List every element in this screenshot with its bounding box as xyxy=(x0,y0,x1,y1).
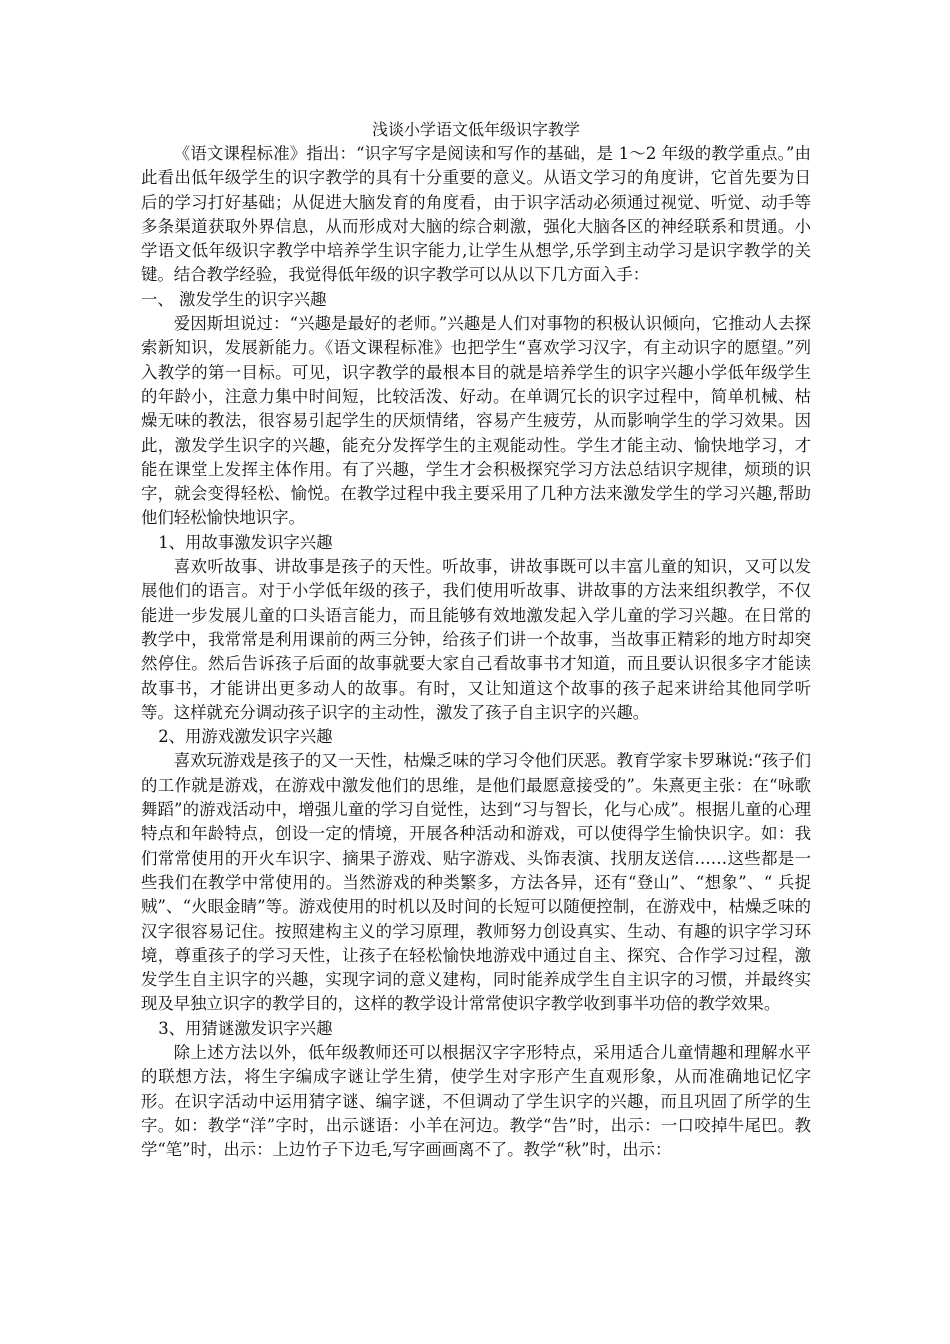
subsection-paragraph-2: 喜欢玩游戏是孩子的又一天性，枯燥乏味的学习令他们厌恶。教育学家卡罗琳说:“孩子们的工作就是游戏，在游戏中激发他们的思维，是他们最愿意接受的”。朱熹更主张：在“咏歌舞蹈”的游戏活动中，增强儿童的学习自觉性，达到“习与智长，化与心成”。根据儿童的心理特点和年龄特点，创设一定的情境，开展各种活动和游戏，可以使得学生愉快识字。如：我们常常使用的开火车识字、摘果子游戏、贴字游戏、头饰表演、找朋友送信……这些都是一些我们在教学中常使用的。当然游戏的种类繁多，方法各异，还有“登山”、“想象”、“ 兵捉贼”、“火眼金睛”等。游戏使用的时机以及时间的长短可以随便控制，在游戏中，枯燥乏味的汉字很容易记住。按照建构主义的学习原理，教师努力创设真实、生动、有趣的识字学习环境，尊重孩子的学习天性，让孩子在轻松愉快地游戏中通过自主、探究、合作学习过程，激发学生自主识字的兴趣，实现字词的意义建构，同时能养成学生自主识字的习惯，并最终实现及早独立识字的教学目的，这样的教学设计常常使识字教学收到事半功倍的教学效果。 xyxy=(141,751,811,1014)
document-page xyxy=(141,118,811,1162)
subsection-heading-1: 1、用故事激发识字兴趣 xyxy=(158,532,333,552)
subsection-heading-2: 2、用游戏激发识字兴趣 xyxy=(158,727,333,747)
subsection-paragraph-1: 喜欢听故事、讲故事是孩子的天性。听故事，讲故事既可以丰富儿童的知识，又可以发展他们的语言。对于小学低年级的孩子，我们使用听故事、讲故事的方法来组织教学，不仅能进一步发展儿童的口头语言能力，而且能够有效地激发起入学儿童的学习兴趣。在日常的教学中，我常常是利用课前的两三分钟，给孩子们讲一个故事，当故事正精彩的地方时却突然停住。然后告诉孩子后面的故事就要大家自己看故事书才知道，而且要认识很多字才能读故事书，才能讲出更多动人的故事。有时，又让知道这个故事的孩子起来讲给其他同学听等。这样就充分调动孩子识字的主动性，激发了孩子自主识字的兴趣。 xyxy=(141,557,811,722)
intro-paragraph: 《语文课程标准》指出：“识字写字是阅读和写作的基础，是 1～2 年级的教学重点。”由此看出低年级学生的识字教学的具有十分重要的意义。从语文学习的角度讲，它首先要为日后的学习打好基础；从促进大脑发育的角度看，由于识字活动必须通过视觉、听觉、动手等多条渠道获取外界信息，从而形成对大脑的综合刺激，强化大脑各区的神经联系和贯通。小学语文低年级识字教学中培养学生识字能力,让学生从想学,乐学到主动学习是识字教学的关键。结合教学经验，我觉得低年级的识字教学可以从以下几方面入手： xyxy=(141,144,811,285)
section-paragraph-1: 爱因斯坦说过：“兴趣是最好的老师。”兴趣是人们对事物的积极认识倾向，它推动人去探索新知识，发展新能力。《语文课程标准》也把学生“喜欢学习汉字，有主动识字的愿望。”列入教学的第一目标。可见，识字教学的最根本目的就是培养学生的识字兴趣小学低年级学生的年龄小，注意力集中时间短，比较活泼、好动。在单调冗长的识字过程中，简单机械、枯燥无味的教法，很容易引起学生的厌烦情绪，容易产生疲劳，从而影响学生的学习效果。因此，激发学生识字的兴趣，能充分发挥学生的主观能动性。学生才能主动、愉快地学习，才能在课堂上发挥主体作用。有了兴趣，学生才会积极探究学习方法总结识字规律，烦琐的识字，就会变得轻松、愉悦。在教学过程中我主要采用了几种方法来激发学生的学习兴趣,帮助他们轻松愉快地识字。 xyxy=(141,314,811,528)
subsection-heading-3: 3、用猜谜激发识字兴趣 xyxy=(158,1018,333,1038)
section-heading-1: 一、 激发学生的识字兴趣 xyxy=(141,289,327,309)
subsection-paragraph-3: 除上述方法以外，低年级教师还可以根据汉字字形特点，采用适合儿童情趣和理解水平的联想方法，将生字编成字谜让学生猜，使学生对字形产生直观形象，从而准确地记忆字形。在识字活动中运用猜字谜、编字谜，不但调动了学生识字的兴趣，而且巩固了所学的生字。如：教学“洋”字时，出示谜语：小羊在河边。教学“告”时，出示：一口咬掉牛尾巴。教学“笔”时，出示：上边竹子下边毛,写字画画离不了。教学“秋”时，出示： xyxy=(141,1042,811,1160)
document-title: 浅谈小学语文低年级识字教学 xyxy=(371,120,580,139)
